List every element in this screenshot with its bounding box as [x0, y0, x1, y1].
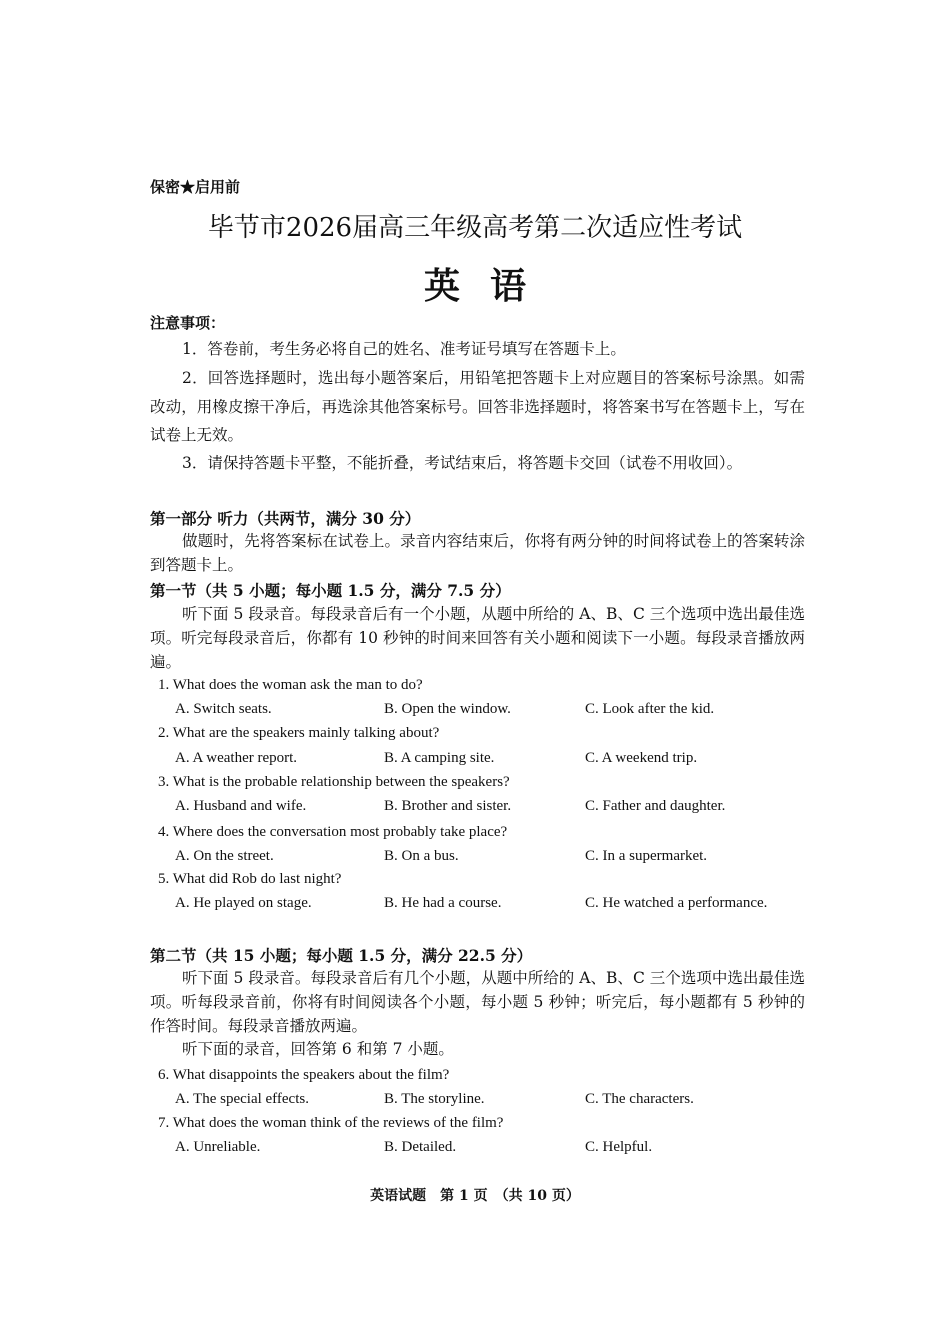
notice-item-2: 2．回答选择题时，选出每小题答案后，用铅笔把答题卡上对应题目的答案标号涂黑。如需改动，用橡皮擦干净后，再选涂其他答案标号。回答非选择题时，将答案书写在答题卡上，写在试卷上无效。 — [150, 369, 805, 444]
confidential-label: 保密★启用前 — [150, 178, 241, 196]
section2-intro: 听下面 5 段录音。每段录音后有几个小题，从题中所给的 A、B、C 三个选项中选出最佳选项。听每段录音前，你将有时间阅读各个小题，每小题 5 秒钟；听完后，每小题都有 5 秒钟的作答时间。每段录音播放两遍。 — [150, 969, 805, 1035]
part1-intro: 做题时，先将答案标在试卷上。录音内容结束后，你将有两分钟的时间将试卷上的答案转涂到答题卡上。 — [150, 532, 805, 574]
part1-heading: 第一部分 听力（共两节，满分 30 分） — [150, 509, 421, 528]
question-7: 7. What does the woman think of the reviews of the film? — [158, 1115, 504, 1131]
q3-option-b: B. Brother and sister. — [384, 798, 512, 814]
section2-instruction: 听下面的录音，回答第 6 和第 7 小题。 — [182, 1040, 454, 1058]
q5-option-b: B. He had a course. — [384, 895, 502, 911]
q4-option-c: C. In a supermarket. — [585, 848, 708, 864]
section1-heading: 第一节（共 5 小题；每小题 1.5 分，满分 7.5 分） — [150, 581, 511, 600]
question-2: 2. What are the speakers mainly talking about? — [158, 725, 440, 741]
question-4: 4. Where does the conversation most probably take place? — [158, 824, 508, 840]
q5-option-c: C. He watched a performance. — [585, 895, 768, 911]
question-3: 3. What is the probable relationship between the speakers? — [158, 774, 510, 790]
q1-option-a: A. Switch seats. — [175, 701, 272, 717]
question-5: 5. What did Rob do last night? — [158, 871, 342, 887]
q3-option-c: C. Father and daughter. — [585, 798, 726, 814]
q7-option-c: C. Helpful. — [585, 1139, 653, 1155]
q5-option-a: A. He played on stage. — [175, 895, 312, 911]
q1-option-b: B. Open the window. — [384, 701, 511, 717]
q4-option-a: A. On the street. — [175, 848, 274, 864]
q2-option-b: B. A camping site. — [384, 750, 495, 766]
notice-heading: 注意事项： — [150, 314, 226, 332]
q2-option-a: A. A weather report. — [175, 750, 298, 766]
notice-item-3: 3．请保持答题卡平整，不能折叠，考试结束后，将答题卡交回（试卷不用收回）。 — [182, 454, 743, 472]
q7-option-a: A. Unreliable. — [175, 1139, 261, 1155]
question-6: 6. What disappoints the speakers about the film? — [158, 1067, 450, 1083]
q1-option-c: C. Look after the kid. — [585, 701, 715, 717]
q6-option-a: A. The special effects. — [175, 1091, 309, 1107]
notice-item-1: 1．答卷前，考生务必将自己的姓名、准考证号填写在答题卡上。 — [182, 340, 626, 358]
q6-option-c: C. The characters. — [585, 1091, 694, 1107]
section1-intro: 听下面 5 段录音。每段录音后有一个小题，从题中所给的 A、B、C 三个选项中选出最佳选项。听完每段录音后，你都有 10 秒钟的时间来回答有关小题和阅读下一小题。每段录音播放两遍。 — [150, 605, 805, 671]
q3-option-a: A. Husband and wife. — [175, 798, 307, 814]
page-footer: 英语试题 第 1 页 （共 10 页） — [370, 1188, 580, 1204]
question-1: 1. What does the woman ask the man to do? — [158, 677, 423, 693]
q7-option-b: B. Detailed. — [384, 1139, 457, 1155]
q4-option-b: B. On a bus. — [384, 848, 459, 864]
exam-title: 毕节市2026届高三年级高考第二次适应性考试 — [207, 213, 743, 243]
section2-heading: 第二节（共 15 小题；每小题 1.5 分，满分 22.5 分） — [150, 946, 533, 965]
q6-option-b: B. The storyline. — [384, 1091, 485, 1107]
subject-title: 英语 — [423, 265, 556, 307]
q2-option-c: C. A weekend trip. — [585, 750, 698, 766]
